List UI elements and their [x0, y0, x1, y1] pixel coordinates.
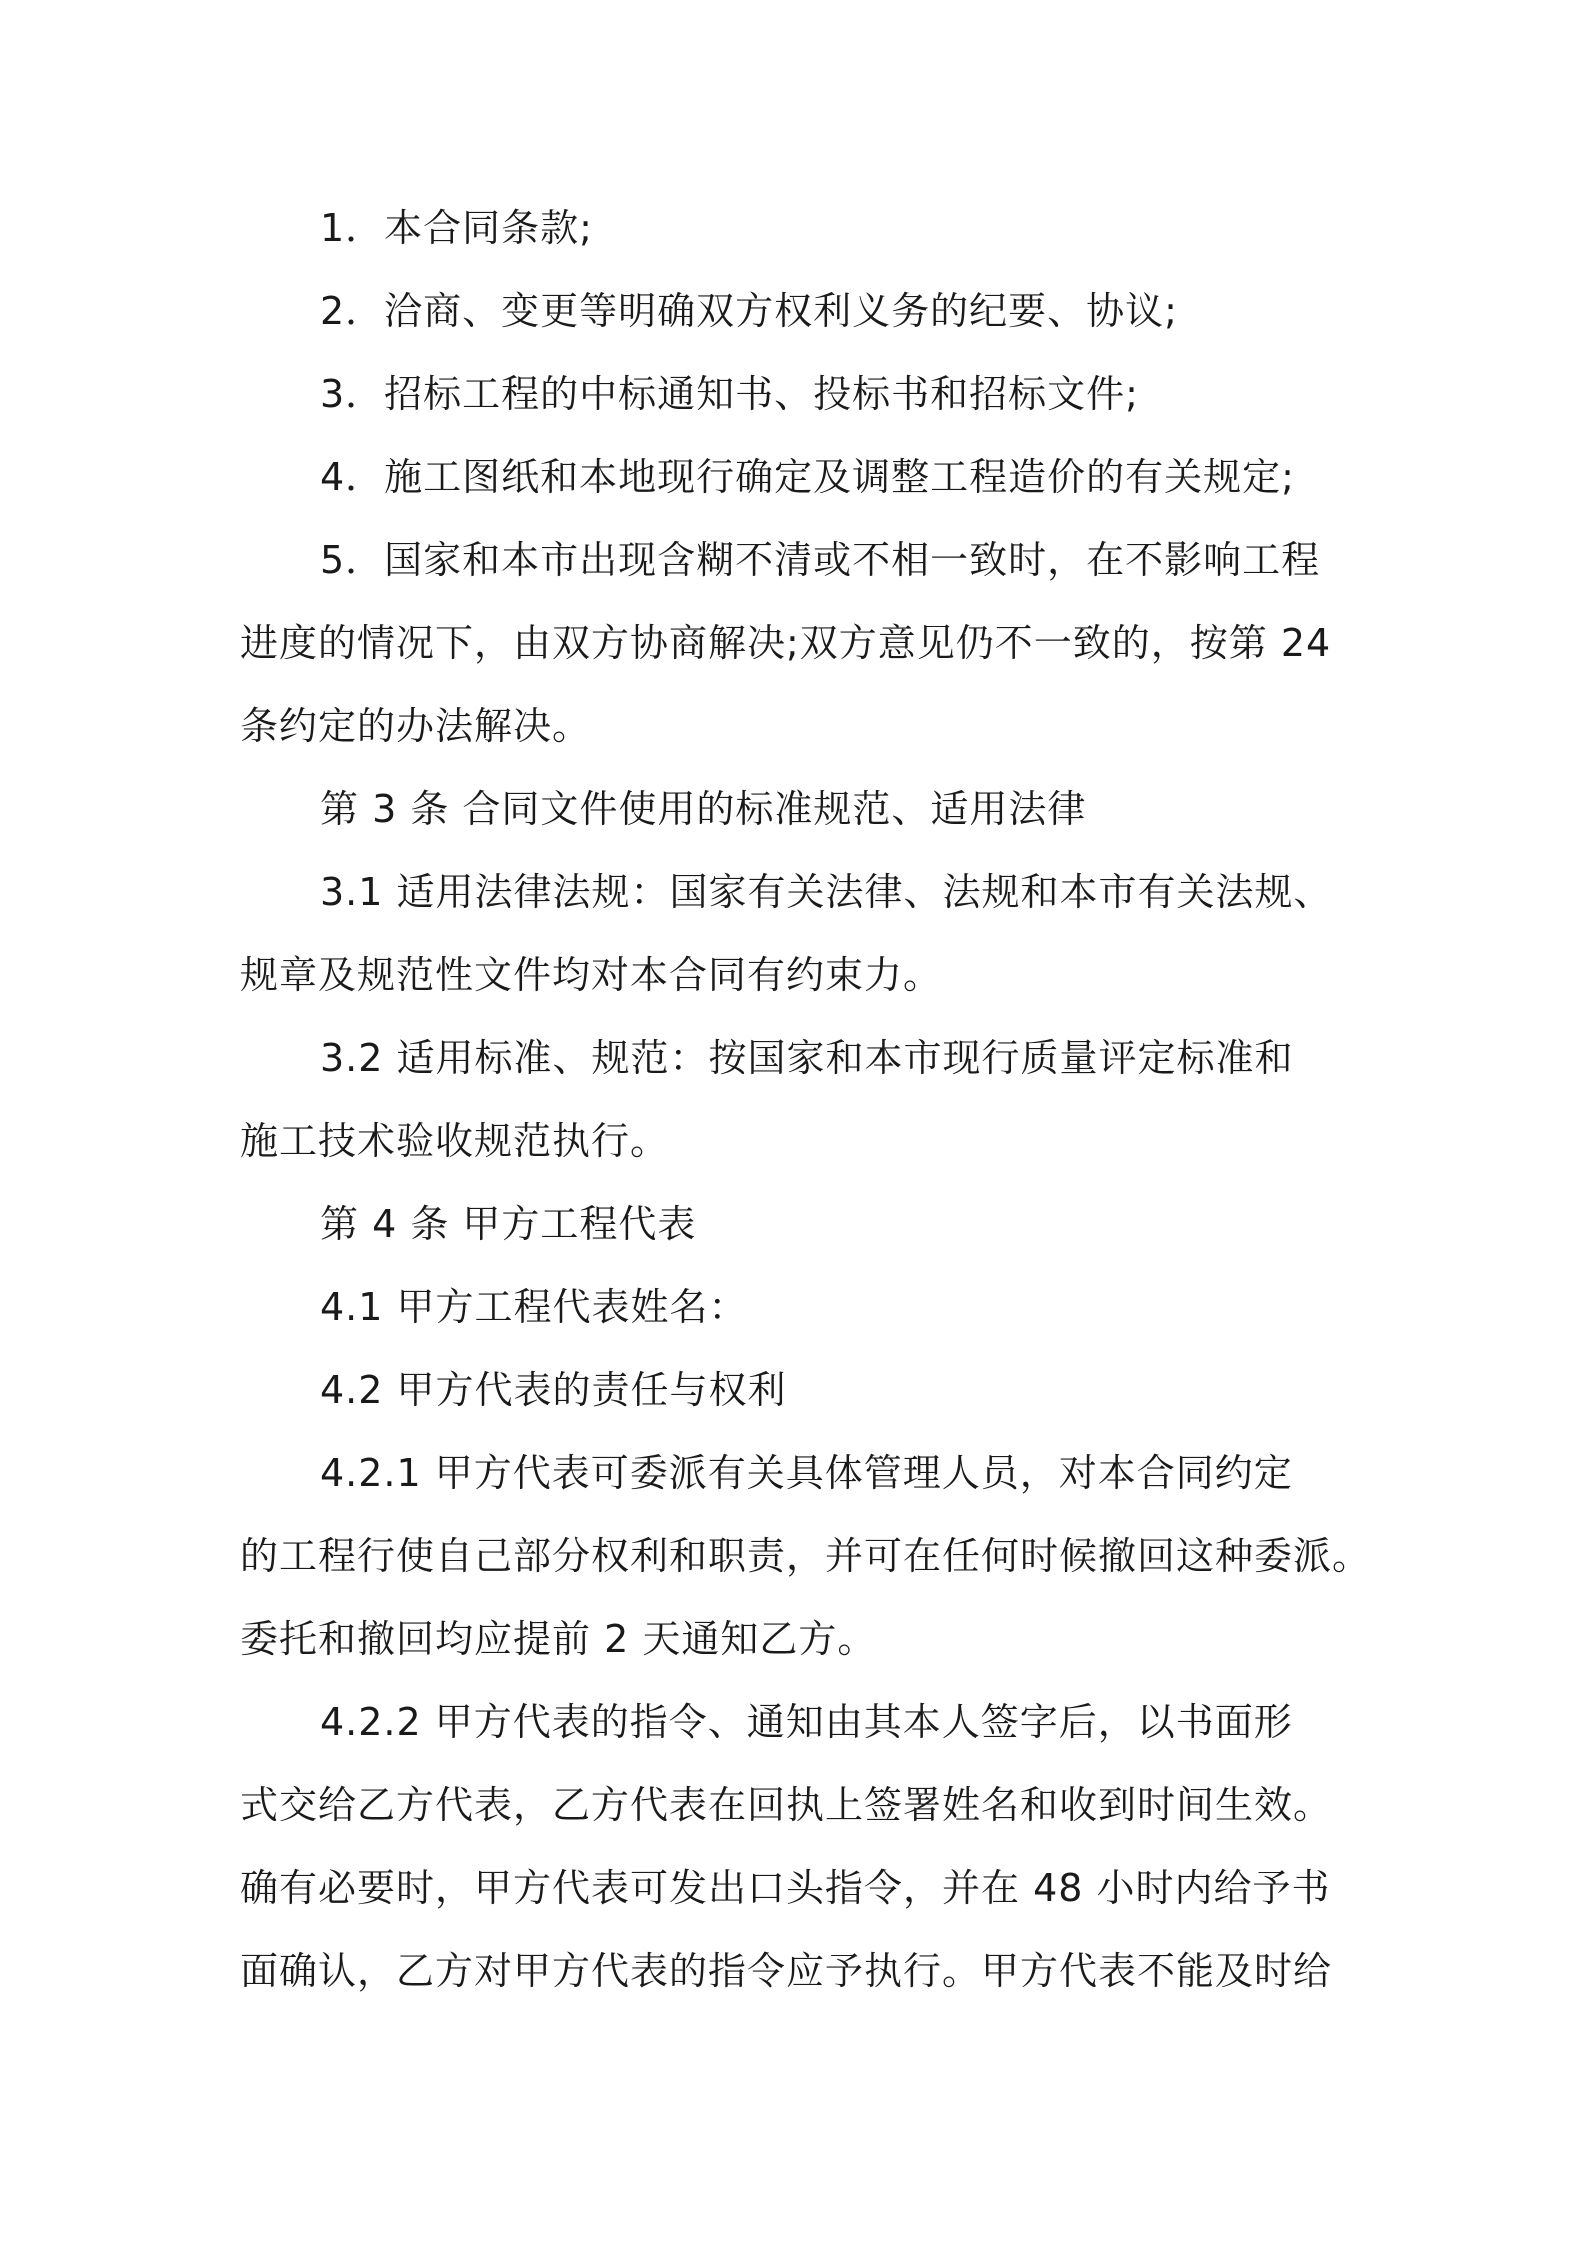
- clause-item-2: 2．洽商、变更等明确双方权利义务的纪要、协议;: [320, 289, 1178, 333]
- clause-item-5-cont-2: 条约定的办法解决。: [240, 704, 592, 748]
- clause-item-3: 3．招标工程的中标通知书、投标书和招标文件;: [320, 372, 1139, 416]
- section-4-2-2: 4.2.2 甲方代表的指令、通知由其本人签字后，以书面形: [320, 1700, 1293, 1744]
- section-4-2-2-cont-2: 确有必要时，甲方代表可发出口头指令，并在 48 小时内给予书: [240, 1866, 1331, 1910]
- clause-item-4: 4．施工图纸和本地现行确定及调整工程造价的有关规定;: [320, 455, 1295, 499]
- clause-item-5: 5．国家和本市出现含糊不清或不相一致时，在不影响工程: [320, 538, 1321, 582]
- section-3-2-cont: 施工技术验收规范执行。: [240, 1119, 670, 1163]
- section-3-1: 3.1 适用法律法规：国家有关法律、法规和本市有关法规、: [320, 870, 1333, 914]
- section-4-2-1: 4.2.1 甲方代表可委派有关具体管理人员，对本合同约定: [320, 1451, 1293, 1495]
- article-4-heading: 第 4 条 甲方工程代表: [320, 1202, 697, 1246]
- section-4-2-1-cont-2: 委托和撤回均应提前 2 天通知乙方。: [240, 1617, 877, 1661]
- section-3-2: 3.2 适用标准、规范：按国家和本市现行质量评定标准和: [320, 1036, 1294, 1080]
- section-4-2-1-cont-1: 的工程行使自己部分权利和职责，并可在任何时候撤回这种委派。: [240, 1534, 1372, 1578]
- section-4-2-2-cont-3: 面确认，乙方对甲方代表的指令应予执行。甲方代表不能及时给: [240, 1949, 1333, 1993]
- section-4-1: 4.1 甲方工程代表姓名：: [320, 1285, 748, 1329]
- clause-item-5-cont-1: 进度的情况下，由双方协商解决;双方意见仍不一致的，按第 24: [240, 621, 1332, 665]
- section-4-2-2-cont-1: 式交给乙方代表，乙方代表在回执上签署姓名和收到时间生效。: [240, 1783, 1333, 1827]
- article-3-heading: 第 3 条 合同文件使用的标准规范、适用法律: [320, 787, 1087, 831]
- section-3-1-cont: 规章及规范性文件均对本合同有约束力。: [240, 953, 943, 997]
- section-4-2: 4.2 甲方代表的责任与权利: [320, 1368, 787, 1412]
- clause-item-1: 1．本合同条款;: [320, 206, 593, 250]
